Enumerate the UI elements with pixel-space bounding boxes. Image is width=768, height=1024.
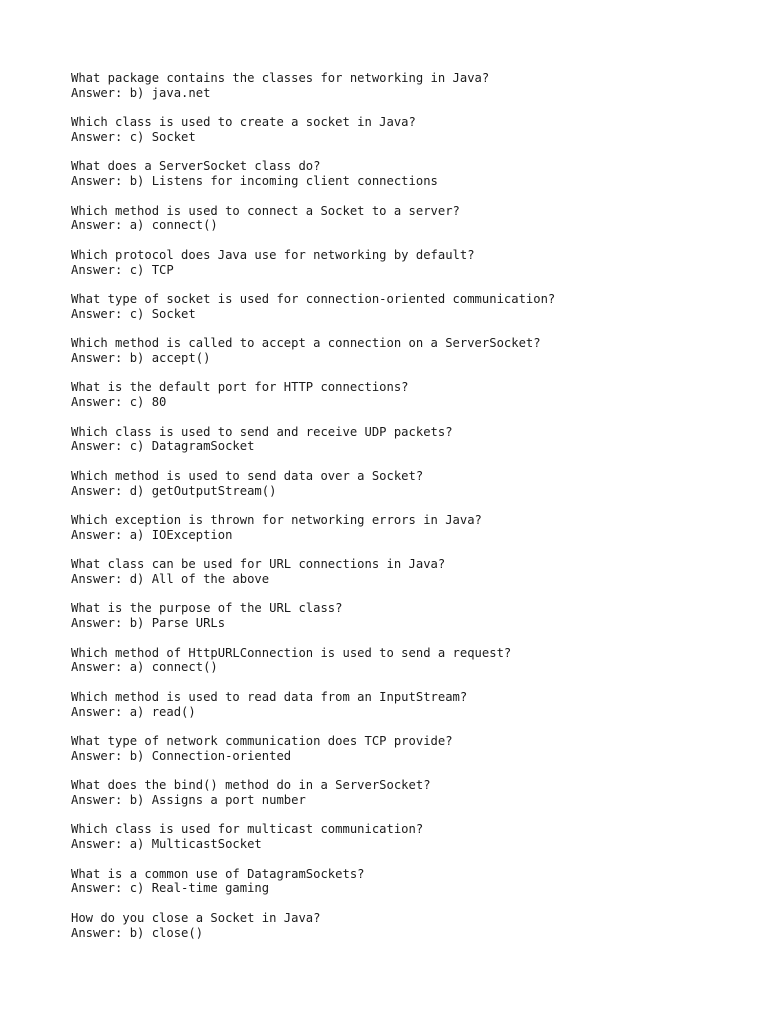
qa-item [71, 204, 731, 233]
answer-text: Answer: b) Listens for incoming client connections [71, 174, 438, 189]
question-text: What does a ServerSocket class do? [71, 159, 321, 174]
answer-text: Answer: b) Parse URLs [71, 616, 226, 631]
qa-item [71, 248, 731, 277]
answer-text: Answer: d) getOutputStream() [71, 483, 277, 498]
answer-text: Answer: a) connect() [71, 218, 218, 233]
question-text: Which class is used for multicast communication? [71, 822, 424, 837]
question-text: Which method is used to connect a Socket to a server? [71, 203, 460, 218]
question-text: Which exception is thrown for networking errors in Java? [71, 513, 482, 528]
qa-item [71, 115, 731, 144]
answer-text: Answer: b) close() [71, 925, 204, 940]
answer-text: Answer: c) TCP [71, 262, 174, 277]
qa-item [71, 557, 731, 586]
qa-item [71, 822, 731, 851]
qa-item [71, 292, 731, 321]
document-page [71, 71, 731, 955]
question-text: Which class is used to send and receive UDP packets? [71, 424, 453, 439]
qa-item [71, 469, 731, 498]
question-text: What type of socket is used for connection-oriented communication? [71, 292, 556, 307]
question-text: Which method of HttpURLConnection is used to send a request? [71, 645, 512, 660]
question-text: What is the purpose of the URL class? [71, 601, 343, 616]
qa-item [71, 867, 731, 896]
answer-text: Answer: a) read() [71, 704, 196, 719]
qa-item [71, 513, 731, 542]
answer-text: Answer: c) Socket [71, 306, 196, 321]
qa-item [71, 734, 731, 763]
question-text: What package contains the classes for networking in Java? [71, 71, 490, 85]
qa-item [71, 71, 731, 100]
qa-item [71, 778, 731, 807]
qa-item [71, 425, 731, 454]
answer-text: Answer: c) Socket [71, 129, 196, 144]
answer-text: Answer: a) connect() [71, 660, 218, 675]
answer-text: Answer: c) Real-time gaming [71, 881, 270, 896]
answer-text: Answer: a) MulticastSocket [71, 837, 262, 852]
qa-item [71, 646, 731, 675]
answer-text: Answer: c) 80 [71, 395, 167, 410]
question-text: What type of network communication does TCP provide? [71, 734, 453, 749]
answer-text: Answer: a) IOException [71, 527, 233, 542]
question-text: What does the bind() method do in a ServerSocket? [71, 778, 431, 793]
question-text: Which method is used to send data over a Socket? [71, 468, 424, 483]
answer-text: Answer: b) Connection-oriented [71, 748, 292, 763]
answer-text: Answer: b) java.net [71, 85, 211, 100]
qa-item [71, 601, 731, 630]
question-text: How do you close a Socket in Java? [71, 910, 321, 925]
question-text: Which protocol does Java use for networking by default? [71, 247, 475, 262]
answer-text: Answer: b) accept() [71, 350, 211, 365]
question-text: Which method is called to accept a connection on a ServerSocket? [71, 336, 541, 351]
question-text: Which method is used to read data from an InputStream? [71, 689, 468, 704]
qa-item [71, 336, 731, 365]
qa-item [71, 159, 731, 188]
qa-item [71, 690, 731, 719]
question-text: What class can be used for URL connections in Java? [71, 557, 446, 572]
answer-text: Answer: b) Assigns a port number [71, 792, 306, 807]
qa-item [71, 380, 731, 409]
answer-text: Answer: d) All of the above [71, 571, 270, 586]
question-text: Which class is used to create a socket in Java? [71, 115, 416, 130]
qa-item [71, 911, 731, 940]
question-text: What is the default port for HTTP connections? [71, 380, 409, 395]
question-text: What is a common use of DatagramSockets? [71, 866, 365, 881]
answer-text: Answer: c) DatagramSocket [71, 439, 255, 454]
